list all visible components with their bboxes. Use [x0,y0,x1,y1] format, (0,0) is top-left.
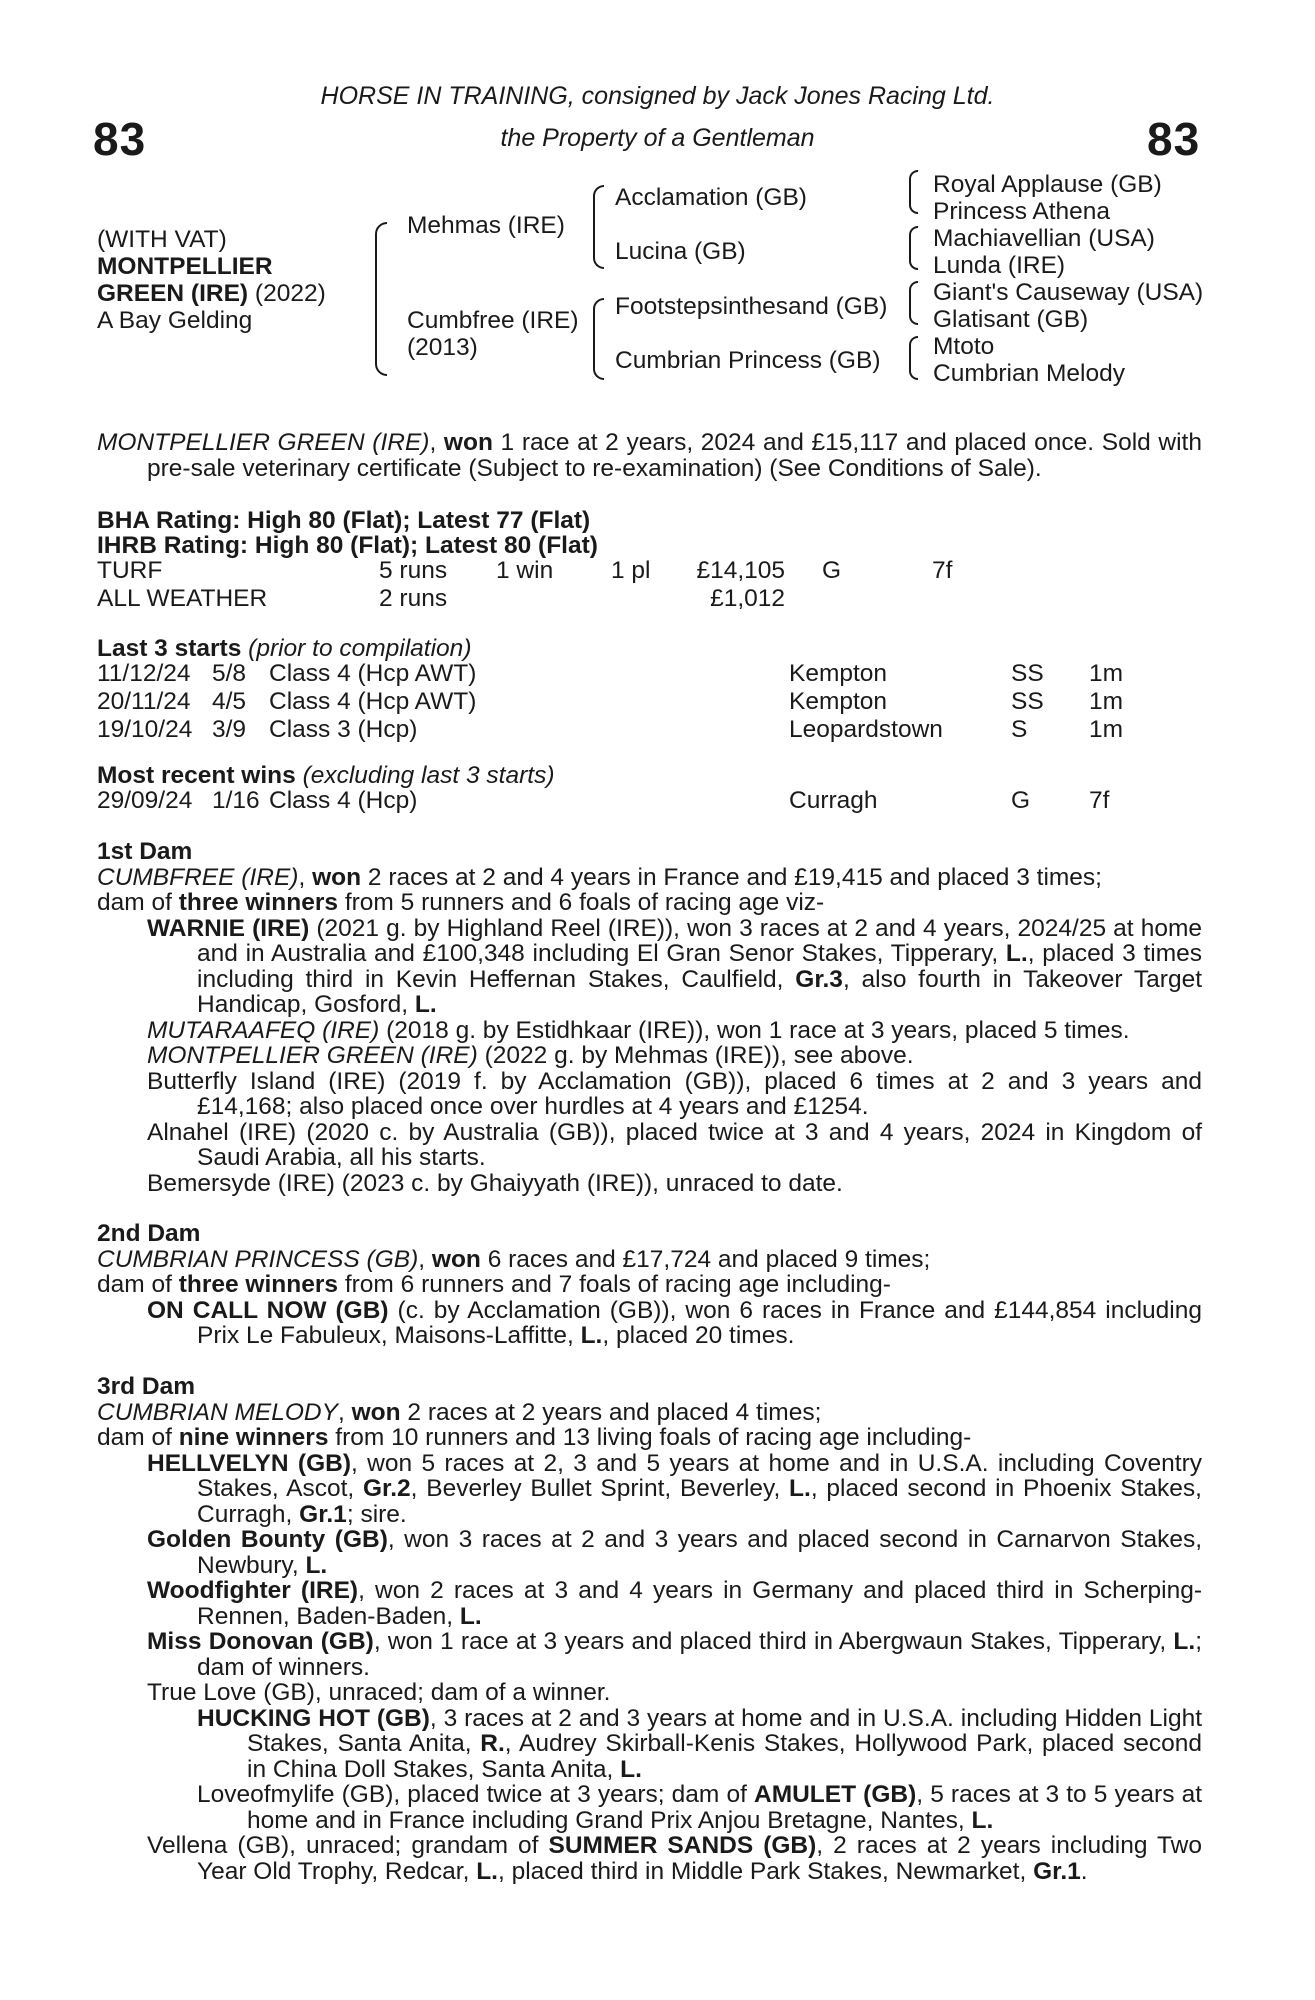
produce-montpellier-name: MONTPELLIER GREEN (IRE) [147,1042,478,1069]
pedigree-g7: Mtoto [933,333,995,360]
produce-true-love: True Love (GB), unraced; dam of a winner. [147,1679,611,1706]
last3-position: 5/8 [212,660,247,687]
produce-amulet-name: AMULET (GB) [754,1781,917,1808]
produce-golden-bounty-text: , won 3 races at 2 and 3 years and placed second in Carnarvon Stakes, Newbury, [197,1526,1202,1579]
produce-warnie-text-c: , also fourth in Takeover Target Handicap, Gosford, [197,965,1202,1018]
produce-mutaraafeq [147,1018,1202,1044]
recent-win-course: Curragh [789,787,878,814]
produce-hucking-hot-text-a: , 3 races at 2 and 3 years at home and in U.S.A. including Hidden Light Stakes, Santa Anita, [247,1704,1202,1757]
produce-on-call-now-text-a: (c. by Acclamation (GB)), won 6 races in France and £144,854 including Prix Le Fabuleux, Maisons-Laffitte, [197,1296,1202,1349]
pedigree-g2: Princess Athena [933,198,1111,225]
last3-distance: 1m [1089,688,1124,715]
pedigree-g8: Cumbrian Melody [933,360,1125,387]
produce-warnie-text-a: (2021 g. by Highland Reel (IRE)), won 3 races at 2 and 4 years, 2024/25 at home and in Australia and £100,348 including El Gran Senor Stakes, Tipperary, [197,914,1202,967]
produce-hucking-hot-restricted: R. [480,1730,505,1757]
recent-wins-heading [97,762,554,790]
second-dam-winners: three winners [178,1271,339,1298]
last3-heading [97,635,471,663]
aw-going [785,585,932,613]
last3-distance: 1m [1089,716,1124,743]
pedigree-brace-g56 [909,281,918,325]
produce-bemersyde: Bemersyde (IRE) (2023 c. by Ghaiyyath (IRE)), unraced to date. [147,1169,843,1197]
third-dam-section: 3rd Dam CUMBRIAN MELODY, won 2 races at 2 years and placed 4 times; dam of nine winners from 10 runners and 13 living foals of racing age including- HELLVELYN (GB), won 5 races at 2, 3 and 5 years at home and in U.S.A. including Coventry Stakes, Ascot, Gr.2, Beverley Bullet Sprint, Beverley, L., placed second in Phoenix Stakes, Curragh, Gr.1; sire. Golden Bounty (GB), won 3 races at 2 and 3 years and placed second in Carnarvon Stakes, Newbury, L. Woodfighter (IRE), won 2 races at 3 and 4 years in Germany and placed third in Scherping-Rennen, Baden-Baden, L. Miss Donovan (GB), won 1 race at 3 years and placed third in Abergwaun Stakes, Tipperary, L.; dam of winners. True Love (GB), unraced; dam of a winner. HUCKING HOT (GB), 3 races at 2 and 3 years at home and in U.S.A. including Hidden Light Stakes, Santa Anita, R., Audrey Skirball-Kenis Stakes, Hollywood Park, placed second in China Doll Stakes, Santa Anita, L. Loveofmylife (GB), placed twice at 3 years; dam of AMULET (GB), 5 races at 3 to 5 years at home and in France including Grand Prix Anjou Bretagne, Nantes, L. Vellena (GB), unraced; grandam of SUMMER SANDS (GB), 2 races at 2 years including Two Year Old Trophy, Redcar, L., placed third in Middle Park Stakes, Newmarket, Gr.1. [97,1373,1202,1885]
second-dam-name: CUMBRIAN PRINCESS (GB) [97,1245,419,1273]
turf-wins: 1 win [496,557,554,584]
turf-row [97,557,952,585]
produce-hellvelyn-text-a: , won 5 races at 2, 3 and 5 years at home and in U.S.A. including Coventry Stakes, Ascot, [197,1449,1202,1502]
produce-golden-bounty [147,1527,1202,1578]
produce-hucking-hot [197,1706,1202,1783]
pedigree-dam-sire: Footstepsinthesand (GB) [615,293,888,320]
produce-warnie-listed2: L. [414,991,437,1018]
second-dam-heading: 2nd Dam [97,1220,201,1247]
last3-date: 20/11/24 [97,688,191,715]
last3-position: 4/5 [212,688,247,715]
recent-wins-table [97,787,1109,815]
pedigree-dam-year: (2013) [407,334,478,361]
horse-name-line2: GREEN (IRE) [97,280,249,307]
last3-position: 3/9 [212,716,247,743]
turf-going: G [822,557,842,584]
produce-vellena-listed: L. [476,1857,498,1885]
pedigree-sire: Mehmas (IRE) [407,212,565,239]
produce-woodfighter-listed: L. [459,1602,482,1630]
last3-title: Last 3 starts [97,635,242,662]
produce-montpellier-text: (2022 g. by Mehmas (IRE)), see above. [477,1042,914,1069]
turf-label: TURF [97,557,163,584]
produce-on-call-now-text-b: , placed 20 times. [602,1322,795,1349]
pedigree-sire-sire: Acclamation (GB) [615,184,807,211]
third-dam-damof-rest: from 10 runners and 13 living foals of racing age including- [328,1424,972,1451]
produce-summer-sands-name: SUMMER SANDS (GB) [548,1832,817,1859]
last3-row [97,688,1123,716]
recent-win-going: G [1011,787,1031,814]
pedigree-dam-dam: Cumbrian Princess (GB) [615,347,881,374]
second-dam-record: 6 races and £17,724 and placed 9 times; [480,1245,931,1273]
produce-woodfighter-text: , won 2 races at 3 and 4 years in Germany and placed third in Scherping-Rennen, Baden-Baden, [197,1577,1202,1630]
recent-win-distance: 7f [1089,787,1110,814]
header-property: the Property of a Gentleman [500,124,815,152]
last3-row [97,716,1123,744]
produce-warnie [147,916,1202,1018]
produce-hucking-hot-listed: L. [620,1755,642,1783]
produce-butterfly-island: Butterfly Island (IRE) (2019 f. by Acclamation (GB)), placed 6 times at 2 and 3 years and £14,168; also placed once over hurdles at 4 years and £1254. [147,1067,1202,1120]
produce-woodfighter-name: Woodfighter (IRE) [147,1577,359,1604]
third-dam-damof: dam of [97,1424,179,1451]
produce-miss-donovan-listed: L. [1173,1628,1196,1655]
produce-mutaraafeq-name: MUTARAAFEQ (IRE) [147,1016,380,1044]
lot-number-left: 83 [93,113,147,165]
aw-distance [932,585,952,613]
first-dam-section: 1st Dam CUMBFREE (IRE), won 2 races at 2 and 4 years in France and £19,415 and placed 3 times; dam of three winners from 5 runners and 6 foals of racing age viz- WARNIE (IRE) (2021 g. by Highland Reel (IRE)), won 3 races at 2 and 4 years, 2024/25 at home and in Australia and £100,348 including El Gran Senor Stakes, Tipperary, L., placed 3 times including third in Kevin Heffernan Stakes, Caulfield, Gr.3, also fourth in Takeover Target Handicap, Gosford, L. MUTARAAFEQ (IRE) (2018 g. by Estidhkaar (IRE)), won 1 race at 3 years, placed 5 times. MONTPELLIER GREEN (IRE) (2022 g. by Mehmas (IRE)), see above. Butterfly Island (IRE) (2019 f. by Acclamation (GB)), placed 6 times at 2 and 3 years and £14,168; also placed once over hurdles at 4 years and £1254. Alnahel (IRE) (2020 c. by Australia (GB)), placed twice at 3 and 4 years, 2024 in Kingdom of Saudi Arabia, all his starts. Bemersyde (IRE) (2023 c. by Ghaiyyath (IRE)), unraced to date. [97,838,1202,1197]
aw-label: ALL WEATHER [97,585,268,612]
produce-woodfighter [147,1578,1202,1629]
produce-miss-donovan-text-b: ; dam of winners. [197,1628,1202,1681]
produce-on-call-now [147,1298,1202,1349]
produce-miss-donovan-name: Miss Donovan (GB) [147,1628,374,1655]
first-dam-record: 2 races at 2 and 4 years in France and £19,415 and placed 3 times; [361,863,1102,891]
produce-miss-donovan-text-a: , won 1 race at 3 years and placed third in Abergwaun Stakes, Tipperary, [373,1628,1174,1655]
aw-runs: 2 runs [379,585,448,612]
produce-vellena-text-d: . [1080,1857,1088,1885]
turf-runs: 5 runs [379,557,448,584]
last3-course: Kempton [789,688,888,715]
produce-hellvelyn-group1: Gr.1 [299,1500,347,1528]
last3-distance: 1m [1089,660,1124,687]
summary-horse-name: MONTPELLIER GREEN (IRE) [97,429,430,456]
pedigree-brace-main [375,222,387,376]
last3-course: Leopardstown [789,716,943,743]
bha-rating: BHA Rating: High 80 (Flat); Latest 77 (Flat) [97,507,591,534]
third-dam-winners: nine winners [178,1424,329,1451]
vat-note: (WITH VAT) [97,226,227,253]
last3-going: S [1011,716,1028,743]
produce-golden-bounty-name: Golden Bounty (GB) [147,1526,388,1553]
last3-row [97,660,1123,688]
produce-hucking-hot-text-b: , Audrey Skirball-Kenis Stakes, Hollywood Park, placed second in China Doll Stakes, Santa Anita, [247,1730,1202,1783]
produce-on-call-now-name: ON CALL NOW (GB) [147,1296,389,1324]
summary-text: 1 race at 2 years, 2024 and £15,117 and placed once. Sold with pre-sale veterinary certificate (Subject to re-examination) (See Conditions of Sale). [147,429,1202,482]
pedigree-g1: Royal Applause (GB) [933,171,1162,198]
recent-wins-note: (excluding last 3 starts) [302,762,555,789]
produce-montpellier [147,1043,1202,1069]
aw-row [97,585,952,613]
third-dam-won: won [351,1398,401,1426]
produce-warnie-group: Gr.3 [795,965,843,993]
horse-name-line1: MONTPELLIER [97,253,273,280]
pedigree-brace-sire [593,185,604,269]
first-dam-name: CUMBFREE (IRE) [97,863,299,891]
recent-wins-title: Most recent wins [97,762,296,789]
last3-date: 19/10/24 [97,716,193,743]
summary-won: won [443,429,493,456]
pedigree-g3: Machiavellian (USA) [933,225,1155,252]
produce-warnie-name: WARNIE (IRE) [147,914,310,942]
produce-hellvelyn-listed: L. [789,1475,811,1502]
last3-note: (prior to compilation) [248,635,472,662]
third-dam-record: 2 races at 2 years and placed 4 times; [400,1398,822,1426]
first-dam-won: won [312,863,362,891]
aw-placed [611,585,693,613]
produce-hellvelyn-name: HELLVELYN (GB) [147,1449,351,1477]
ratings-table [97,557,952,613]
second-dam-damof-rest: from 6 runners and 7 foals of racing age including- [338,1271,891,1298]
second-dam-won: won [431,1245,481,1273]
header-consignor: HORSE IN TRAINING, consigned by Jack Jones Racing Ltd. [320,82,995,110]
last3-course: Kempton [789,660,888,687]
pedigree-dam: Cumbfree (IRE) [407,307,579,334]
last3-date: 11/12/24 [97,660,191,687]
third-dam-heading: 3rd Dam [97,1373,196,1400]
turf-earnings: £14,105 [696,557,785,584]
first-dam-damof-rest: from 5 runners and 6 foals of racing age viz- [338,889,825,916]
second-dam-section: 2nd Dam CUMBRIAN PRINCESS (GB), won 6 races and £17,724 and placed 9 times; dam of three winners from 6 runners and 7 foals of racing age including- ON CALL NOW (GB) (c. by Acclamation (GB)), won 6 races in France and £144,854 including Prix Le Fabuleux, Maisons-Laffitte, L., placed 20 times. [97,1220,1202,1349]
produce-vellena-text-c: , placed third in Middle Park Stakes, Newmarket, [497,1857,1034,1885]
last3-going: SS [1011,688,1044,715]
produce-vellena [147,1833,1202,1884]
aw-earnings: £1,012 [710,585,785,612]
produce-warnie-text-b: , placed 3 times including third in Kevin Heffernan Stakes, Caulfield, [197,940,1202,993]
race-summary: MONTPELLIER GREEN (IRE), won 1 race at 2 years, 2024 and £15,117 and placed once. Sold with pre-sale veterinary certificate (Subject to re-examination) (See Conditions of Sale). [97,429,1202,482]
produce-on-call-now-listed: L. [580,1322,603,1349]
produce-vellena-group1: Gr.1 [1033,1857,1081,1885]
produce-miss-donovan [147,1629,1202,1680]
recent-win-position: 1/16 [212,787,260,814]
produce-loveofmylife-listed: L. [971,1806,994,1834]
second-dam-damof: dam of [97,1271,179,1298]
turf-distance: 7f [932,557,953,584]
produce-hellvelyn-group2: Gr.2 [362,1475,411,1502]
recent-win-date: 29/09/24 [97,787,193,814]
produce-hellvelyn-text-c: , placed second in Phoenix Stakes, Curragh, [197,1475,1202,1528]
produce-warnie-listed: L. [1005,940,1028,967]
pedigree-brace-g12 [909,170,918,214]
pedigree-g5: Giant's Causeway (USA) [933,279,1204,306]
produce-hellvelyn-text-b: , Beverley Bullet Sprint, Beverley, [410,1475,790,1502]
aw-wins [496,585,611,613]
turf-placed: 1 pl [611,557,651,584]
produce-loveofmylife-text-b: , 5 races at 3 to 5 years at home and in France including Grand Prix Anjou Bretagne, Nantes, [247,1781,1202,1834]
third-dam-name: CUMBRIAN MELODY [97,1398,338,1426]
horse-foaling-year: (2022) [254,280,326,307]
recent-win-class: Class 4 (Hcp) [269,787,418,814]
produce-hellvelyn [147,1451,1202,1528]
produce-loveofmylife [197,1782,1202,1833]
produce-loveofmylife-text-a: Loveofmylife (GB), placed twice at 3 years; dam of [197,1781,754,1808]
produce-vellena-text-b: , 2 races at 2 years including Two Year Old Trophy, Redcar, [197,1832,1202,1885]
first-dam-winners: three winners [178,889,339,916]
recent-win-row [97,787,1109,815]
produce-hucking-hot-name: HUCKING HOT (GB) [197,1704,430,1732]
pedigree-brace-g78 [909,336,918,380]
first-dam-heading: 1st Dam [97,838,193,865]
lot-number-right: 83 [1147,113,1201,165]
pedigree-g4: Lunda (IRE) [933,252,1066,279]
produce-hellvelyn-text-d: ; sire. [346,1500,407,1528]
last3-class: Class 3 (Hcp) [269,716,418,743]
pedigree-g6: Glatisant (GB) [933,306,1089,333]
first-dam-damof: dam of [97,889,179,916]
produce-alnahel: Alnahel (IRE) (2020 c. by Australia (GB)), placed twice at 3 and 4 years, 2024 in Kingdom of Saudi Arabia, all his starts. [147,1118,1202,1171]
last3-table [97,660,1123,744]
produce-golden-bounty-listed: L. [305,1551,328,1579]
produce-mutaraafeq-text: (2018 g. by Estidhkaar (IRE)), won 1 race at 3 years, placed 5 times. [379,1016,1130,1044]
pedigree-brace-g34 [909,226,918,270]
produce-vellena-text-a: Vellena (GB), unraced; grandam of [147,1832,549,1859]
horse-description: A Bay Gelding [97,307,253,334]
horse-name-line2-wrap [97,280,326,307]
last3-going: SS [1011,660,1044,687]
ihrb-rating: IHRB Rating: High 80 (Flat); Latest 80 (Flat) [97,532,598,559]
last3-class: Class 4 (Hcp AWT) [269,688,477,715]
last3-class: Class 4 (Hcp AWT) [269,660,477,687]
pedigree-brace-dam [593,298,604,380]
pedigree-sire-dam: Lucina (GB) [615,238,746,265]
